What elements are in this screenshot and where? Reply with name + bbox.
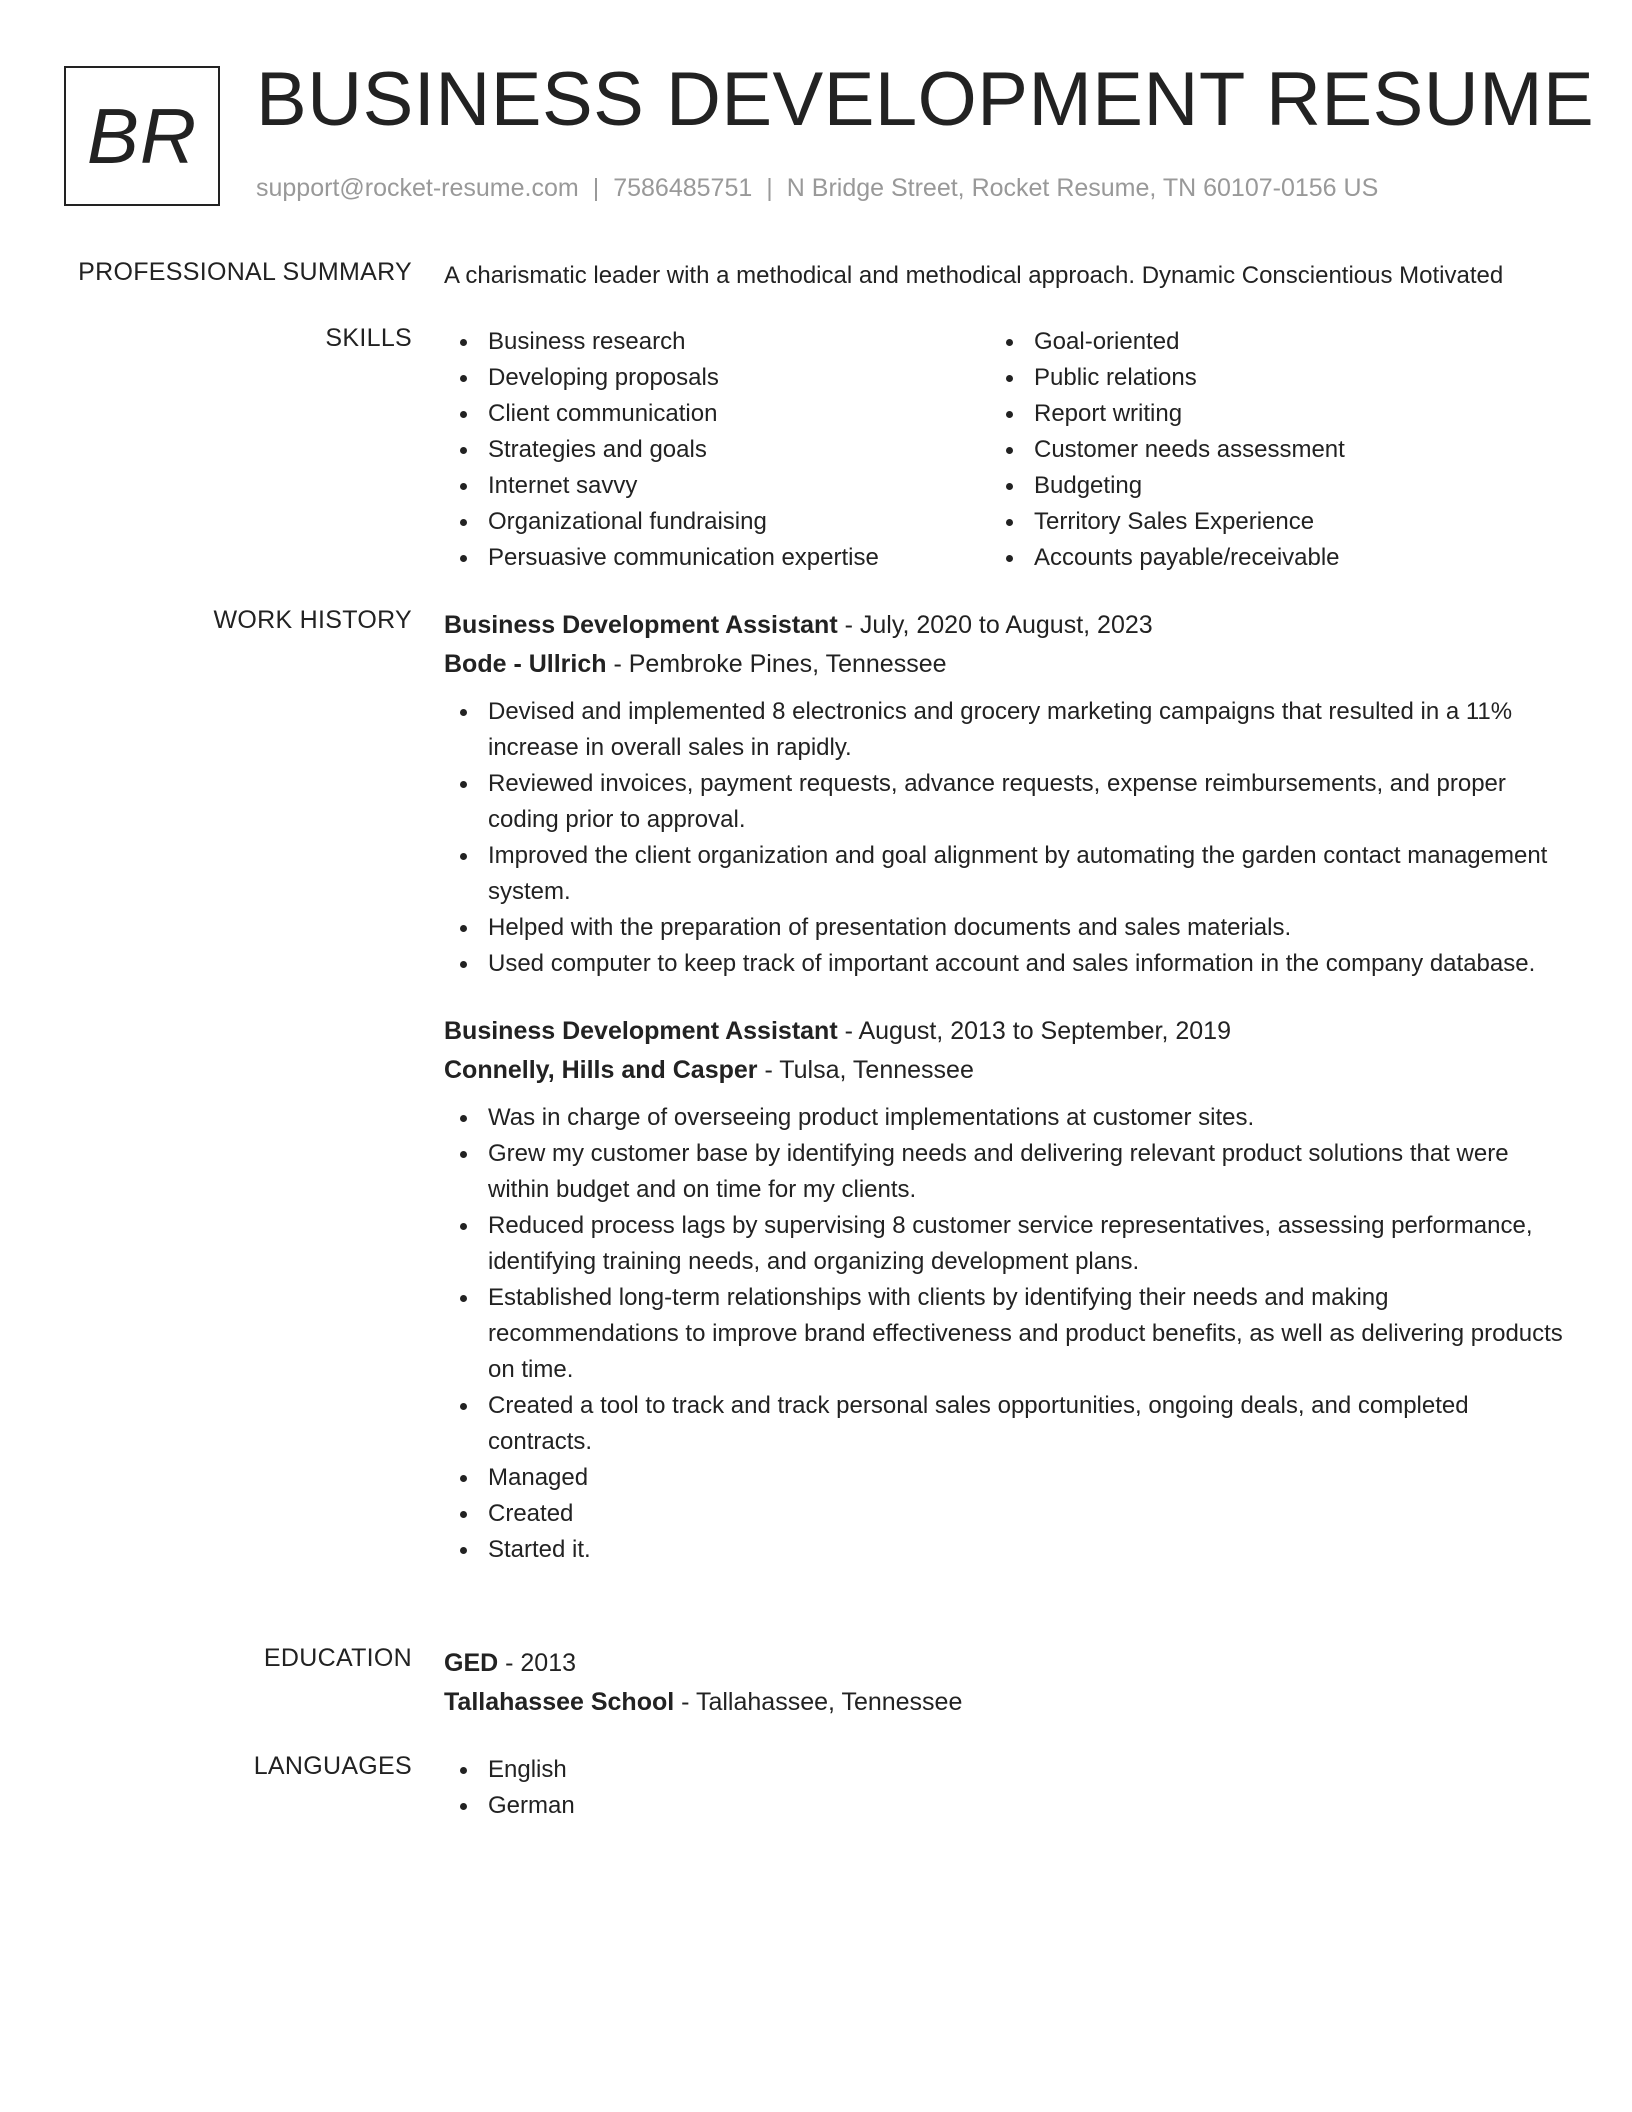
education-school-line [444,1683,1564,1722]
job-company-line [444,645,1564,684]
job-bullet: Created [444,1496,1564,1532]
language-item: German [444,1788,1564,1824]
section-label-summary: PROFESSIONAL SUMMARY [78,258,412,286]
job-title-line [444,606,1564,645]
job-bullet: Improved the client organization and goal alignment by automating the garden contact management system. [444,838,1564,910]
job-bullet: Started it. [444,1532,1564,1568]
skill-item: Public relations [990,360,1536,396]
job-dates: - August, 2013 to September, 2019 [837,1017,1231,1045]
languages-body [444,1752,1564,1824]
education-year: - 2013 [498,1649,577,1677]
job-entry [444,1012,1564,1568]
monogram-box [64,66,220,206]
skill-item: Organizational fundraising [444,504,990,540]
education-location: - Tallahassee, Tennessee [674,1688,963,1716]
section-label-education: EDUCATION [263,1644,412,1672]
job-company: Connelly, Hills and Casper [444,1056,758,1084]
skill-item: Accounts payable/receivable [990,540,1536,576]
job-bullets [444,694,1564,982]
job-bullet: Grew my customer base by identifying needs and delivering relevant product solutions that were within budget and on time for my clients. [444,1136,1564,1208]
contact-separator: | [766,174,773,202]
job-company-line [444,1051,1564,1090]
contact-phone[interactable]: 7586485751 [613,174,753,202]
education-body [444,1644,1564,1732]
monogram-initials: BR [86,92,198,180]
skill-item: Report writing [990,396,1536,432]
skill-item: Goal-oriented [990,324,1536,360]
skills-right-list [990,324,1536,576]
section-label-skills: SKILLS [325,324,412,352]
skill-item: Customer needs assessment [990,432,1536,468]
education-degree: GED [444,1649,499,1677]
job-company: Bode - Ullrich [444,650,607,678]
job-title: Business Development Assistant [444,1017,838,1045]
job-title: Business Development Assistant [444,611,838,639]
job-location: - Pembroke Pines, Tennessee [606,650,947,678]
job-bullet: Used computer to keep track of important account and sales information in the company database. [444,946,1564,982]
skill-item: Territory Sales Experience [990,504,1536,540]
job-bullets [444,1100,1564,1568]
job-dates: - July, 2020 to August, 2023 [837,611,1153,639]
languages-list [444,1752,1564,1824]
contact-address: N Bridge Street, Rocket Resume, TN 60107-0156 US [786,174,1379,202]
language-item: English [444,1752,1564,1788]
job-bullet: Reviewed invoices, payment requests, advance requests, expense reimbursements, and proper coding prior to approval. [444,766,1564,838]
job-bullet: Managed [444,1460,1564,1496]
skill-item: Strategies and goals [444,432,990,468]
summary-text: A charismatic leader with a methodical and methodical approach. Dynamic Conscientious Motivated [444,262,1504,289]
contact-line [256,174,1378,203]
skill-item: Persuasive communication expertise [444,540,990,576]
education-school: Tallahassee School [444,1688,675,1716]
job-bullet: Created a tool to track and track personal sales opportunities, ongoing deals, and completed contracts. [444,1388,1564,1460]
skill-item: Internet savvy [444,468,990,504]
job-bullet: Was in charge of overseeing product implementations at customer sites. [444,1100,1564,1136]
job-title-line [444,1012,1564,1051]
skill-item: Budgeting [990,468,1536,504]
skill-item: Business research [444,324,990,360]
job-entry [444,606,1564,982]
education-degree-line [444,1644,1564,1683]
skill-item: Client communication [444,396,990,432]
job-bullet: Established long-term relationships with clients by identifying their needs and making recommendations to improve brand effectiveness and product benefits, as well as delivering products on time. [444,1280,1564,1388]
skills-body [444,324,1564,576]
job-bullet: Devised and implemented 8 electronics and grocery marketing campaigns that resulted in a 11% increase in overall sales in rapidly. [444,694,1564,766]
section-label-work: WORK HISTORY [213,606,412,634]
work-body [444,606,1564,1598]
skill-item: Developing proposals [444,360,990,396]
section-label-languages: LANGUAGES [253,1752,412,1780]
job-location: - Tulsa, Tennessee [757,1056,974,1084]
contact-separator: | [592,174,600,202]
contact-email[interactable]: support@rocket-resume.com [256,174,579,202]
skills-left-list [444,324,990,576]
resume-title: BUSINESS DEVELOPMENT RESUME [256,57,1595,142]
job-bullet: Helped with the preparation of presentation documents and sales materials. [444,910,1564,946]
job-bullet: Reduced process lags by supervising 8 customer service representatives, assessing performance, identifying training needs, and organizing development plans. [444,1208,1564,1280]
